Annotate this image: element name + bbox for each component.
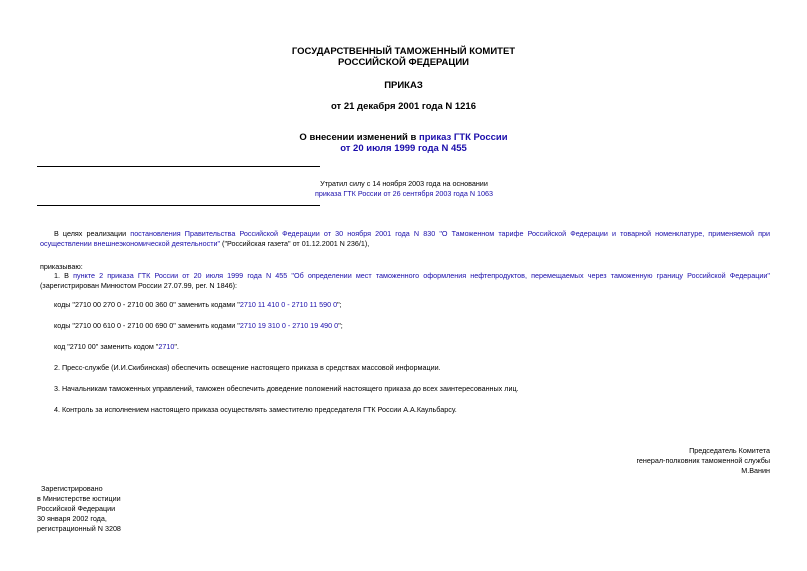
registration-line-4: 30 января 2002 года, xyxy=(37,514,107,523)
intro-suffix: ("Российская газета" от 01.12.2001 N 236/1), xyxy=(220,239,370,248)
org-line-1: ГОСУДАРСТВЕННЫЙ ТАМОЖЕННЫЙ КОМИТЕТ xyxy=(291,46,516,57)
code-3 xyxy=(40,342,770,352)
codes1-link[interactable]: 2710 11 410 0 - 2710 11 590 0 xyxy=(239,300,338,309)
registration-block xyxy=(37,484,287,534)
org-line-2: РОССИЙСКОЙ ФЕДЕРАЦИИ xyxy=(337,57,469,68)
doc-subject xyxy=(0,132,807,154)
doc-type: ПРИКАЗ xyxy=(384,80,423,91)
item-1 xyxy=(40,271,770,291)
item-4: 4. Контроль за исполнением настоящего приказа осуществлять заместителю председателя ГТК России А.А.Каульбарсу. xyxy=(54,405,457,414)
status-note xyxy=(214,179,594,199)
codes-2 xyxy=(40,321,770,331)
codes2-prefix: коды "2710 00 610 0 - 2710 00 690 0" заменить кодами " xyxy=(54,321,240,330)
intro-prefix: В целях реализации xyxy=(54,229,131,238)
registration-line-2: в Министерстве юстиции xyxy=(37,494,121,503)
divider-top xyxy=(37,166,320,167)
codes2-link[interactable]: 2710 19 310 0 - 2710 19 490 0 xyxy=(239,321,339,330)
item-2: 2. Пресс-службе (И.И.Скибинская) обеспечить освещение настоящего приказа в средствах массовой информации. xyxy=(54,363,441,372)
subject-link-date[interactable]: от 20 июля 1999 года N 455 xyxy=(340,143,467,154)
item1-prefix: 1. В xyxy=(54,271,74,280)
code3-prefix: код "2710 00" заменить кодом " xyxy=(54,342,159,351)
item1-suffix: (зарегистрирован Минюстом России 27.07.99, рег. N 1846): xyxy=(40,281,237,290)
order-word: приказываю: xyxy=(40,262,83,271)
status-link[interactable]: приказа ГТК России от 26 сентября 2003 года N 1063 xyxy=(314,189,493,198)
signature-line-3: М.Ванин xyxy=(741,466,770,475)
codes-1 xyxy=(40,300,770,310)
signature-line-1: Председатель Комитета xyxy=(689,446,770,455)
codes2-suffix: "; xyxy=(338,321,343,330)
subject-prefix: О внесении изменений в xyxy=(299,132,420,143)
divider-bottom xyxy=(37,205,320,206)
registration-line-5: регистрационный N 3208 xyxy=(37,524,121,533)
subject-link-order[interactable]: приказ ГТК России xyxy=(419,132,508,143)
code3-suffix: ". xyxy=(174,342,179,351)
signature-block xyxy=(520,446,770,476)
doc-date: от 21 декабря 2001 года N 1216 xyxy=(330,101,476,112)
item-3: 3. Начальникам таможенных управлений, таможен обеспечить доведение положений настоящего приказа до всех заинтересованных лиц. xyxy=(54,384,519,393)
status-text: Утратил силу с 14 ноября 2003 года на основании xyxy=(320,179,488,188)
registration-line-1: Зарегистрировано xyxy=(41,484,103,493)
intro-paragraph xyxy=(40,229,770,249)
codes1-suffix: "; xyxy=(337,300,342,309)
signature-line-2: генерал-полковник таможенной службы xyxy=(636,456,770,465)
item1-link[interactable]: пункте 2 приказа ГТК России от 20 июля 1999 года N 455 "Об определении мест таможенного оформления нефтепродуктов, перемещаемых через таможенную границу Российской Федерации" xyxy=(73,271,770,280)
intro-link-decree[interactable]: постановления Правительства Российской Федерации от 30 ноября 2001 года N 830 "О Таможенном тарифе Российской Федерации и товарной номенклатуре, применяемой при осуществлении внешнеэкономической деятельности" xyxy=(40,229,770,248)
code3-link[interactable]: 2710 xyxy=(158,342,175,351)
registration-line-3: Российской Федерации xyxy=(37,504,116,513)
org-title xyxy=(0,46,807,68)
codes1-prefix: коды "2710 00 270 0 - 2710 00 360 0" заменить кодами " xyxy=(54,300,240,309)
